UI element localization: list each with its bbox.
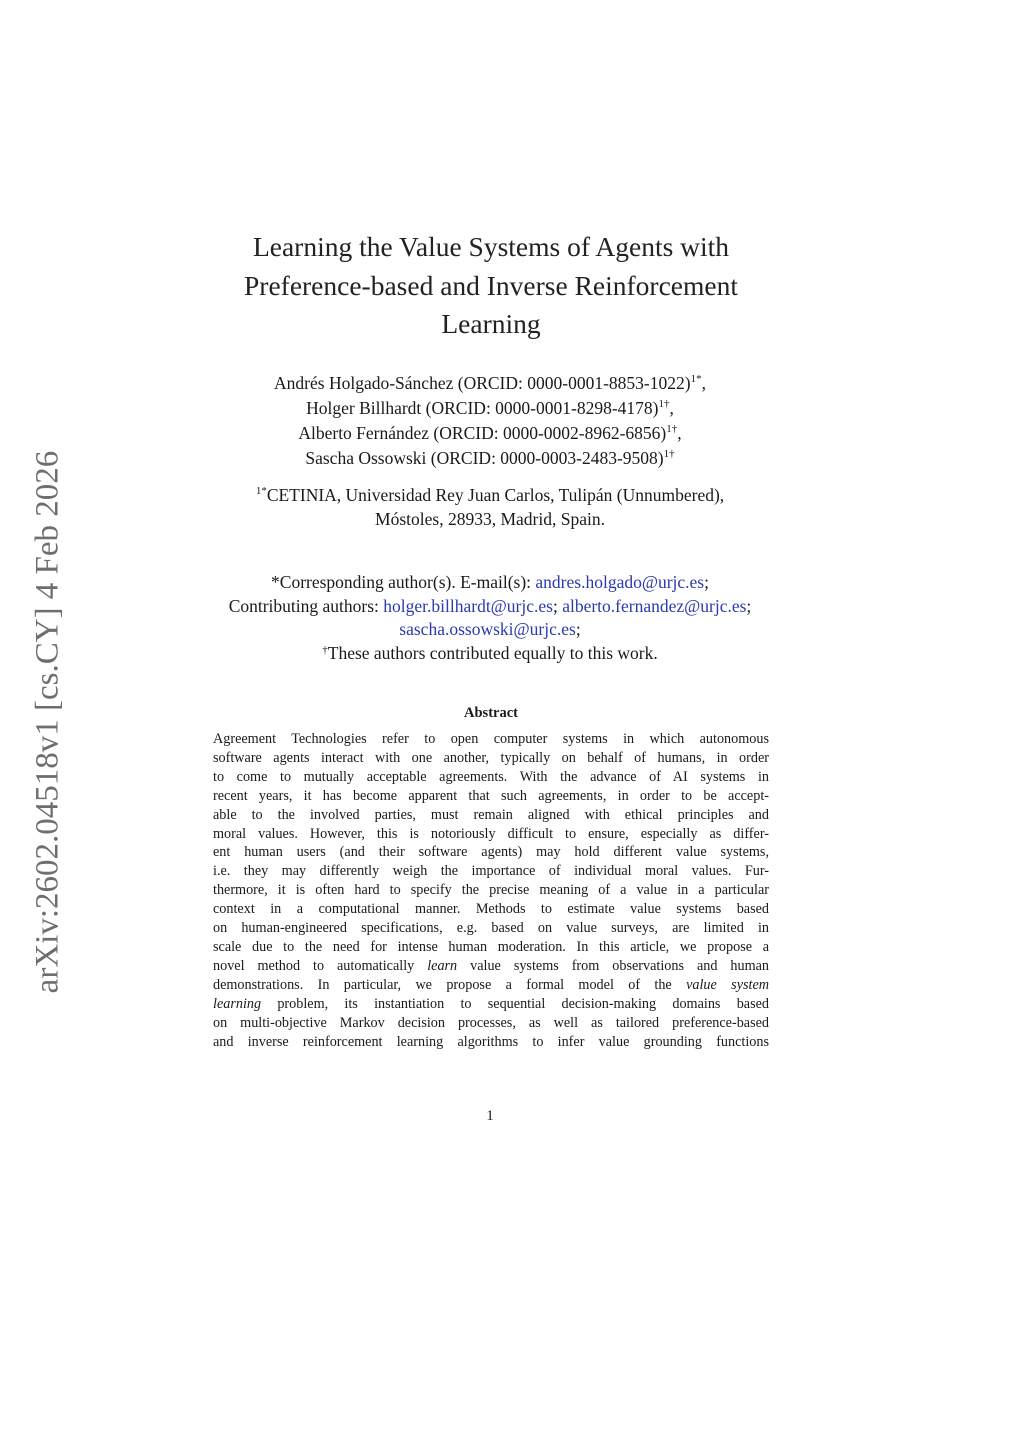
abstract-heading: Abstract — [464, 705, 518, 721]
abstract-line: scale due to the need for intense human moderation. In this article, we propose a — [213, 938, 769, 955]
abstract-line: on multi-objective Markov decision processes, as well as tailored preference-based — [213, 1014, 769, 1031]
abstract-line: novel method to automatically learn value systems from observations and human — [213, 957, 770, 974]
title-line: Learning — [441, 308, 541, 339]
abstract-line: i.e. they may differently weigh the importance of individual moral values. Fur- — [213, 863, 769, 880]
abstract-line: and inverse reinforcement learning algorithms to infer value grounding functions — [213, 1033, 769, 1050]
abstract-line: able to the involved parties, must remain aligned with ethical principles and — [213, 806, 769, 823]
email-link-ossowski[interactable]: sascha.ossowski@urjc.es — [399, 619, 576, 639]
author-entry: Andrés Holgado-Sánchez (ORCID: 0000-0001-8853-1022)$^{1*}$, — [274, 373, 706, 393]
email-link-corresponding[interactable]: andres.holgado@urjc.es — [535, 572, 705, 592]
abstract-line: software agents interact with one another, typically on behalf of humans, in order — [213, 749, 769, 766]
email-link-billhardt[interactable]: holger.billhardt@urjc.es — [383, 595, 553, 616]
abstract-line: Agreement Technologies refer to open computer systems in which autonomous — [213, 731, 769, 747]
affiliation: $^{1*}$CETINIA, Universidad Rey Juan Carlos, Tulipán (Unnumbered), Móstoles, 28933, Madrid, Spain. — [255, 485, 725, 529]
title-line: Preference-based and Inverse Reinforcement — [244, 269, 738, 301]
equal-contribution-note: †These authors contributed equally to this work. — [322, 642, 658, 663]
author-list — [150, 371, 830, 471]
abstract-line: ent human users (and their software agents) may hold different value systems, — [213, 844, 769, 861]
email-link-fernandez[interactable]: alberto.fernandez@urjc.es — [562, 595, 747, 616]
title-line: Learning the Value Systems of Agents with — [252, 231, 730, 262]
abstract-line: learning problem, its instantiation to sequential decision-making domains based — [213, 995, 769, 1012]
author-entry: Holger Billhardt (ORCID: 0000-0001-8298-4178)$^{1\dagger}$, — [306, 398, 674, 418]
abstract-body — [213, 730, 769, 1051]
abstract-line: on human-engineered specifications, e.g. based on value surveys, are limited in — [213, 920, 769, 937]
abstract-line: context in a computational manner. Methods to estimate value systems based — [213, 901, 769, 918]
abstract-line: to come to mutually acceptable agreements. With the advance of AI systems in — [213, 768, 769, 785]
abstract-line: demonstrations. In particular, we propose a formal model of the value system — [213, 976, 769, 993]
page-number: 1 — [486, 1108, 494, 1124]
contact-info: *Corresponding author(s). E-mail(s): andres.holgado@urjc.es; Contributing authors: holger.billhardt@urjc.es; alberto.fernandez@urjc.es; sascha.ossowski@urjc.es; †These authors contributed equally to this work. — [150, 571, 830, 665]
abstract-line: recent years, it has become apparent that such agreements, in order to be accept- — [213, 787, 769, 804]
author-entry: Alberto Fernández (ORCID: 0000-0002-8962-6856)$^{1\dagger}$, — [298, 423, 682, 443]
paper-title — [212, 228, 770, 344]
abstract-line: thermore, it is often hard to specify the precise meaning of a value in a particular — [213, 882, 769, 899]
arxiv-identifier-stamp: arXiv:2602.04518v1 [cs.CY] 4 Feb 2026 — [29, 450, 66, 994]
abstract-line: moral values. However, this is notoriously difficult to ensure, especially as differ- — [213, 825, 769, 842]
affiliation-mark: 1* — [255, 485, 267, 497]
author-entry: Sascha Ossowski (ORCID: 0000-0003-2483-9508)$^{1\dagger}$ — [305, 448, 675, 468]
